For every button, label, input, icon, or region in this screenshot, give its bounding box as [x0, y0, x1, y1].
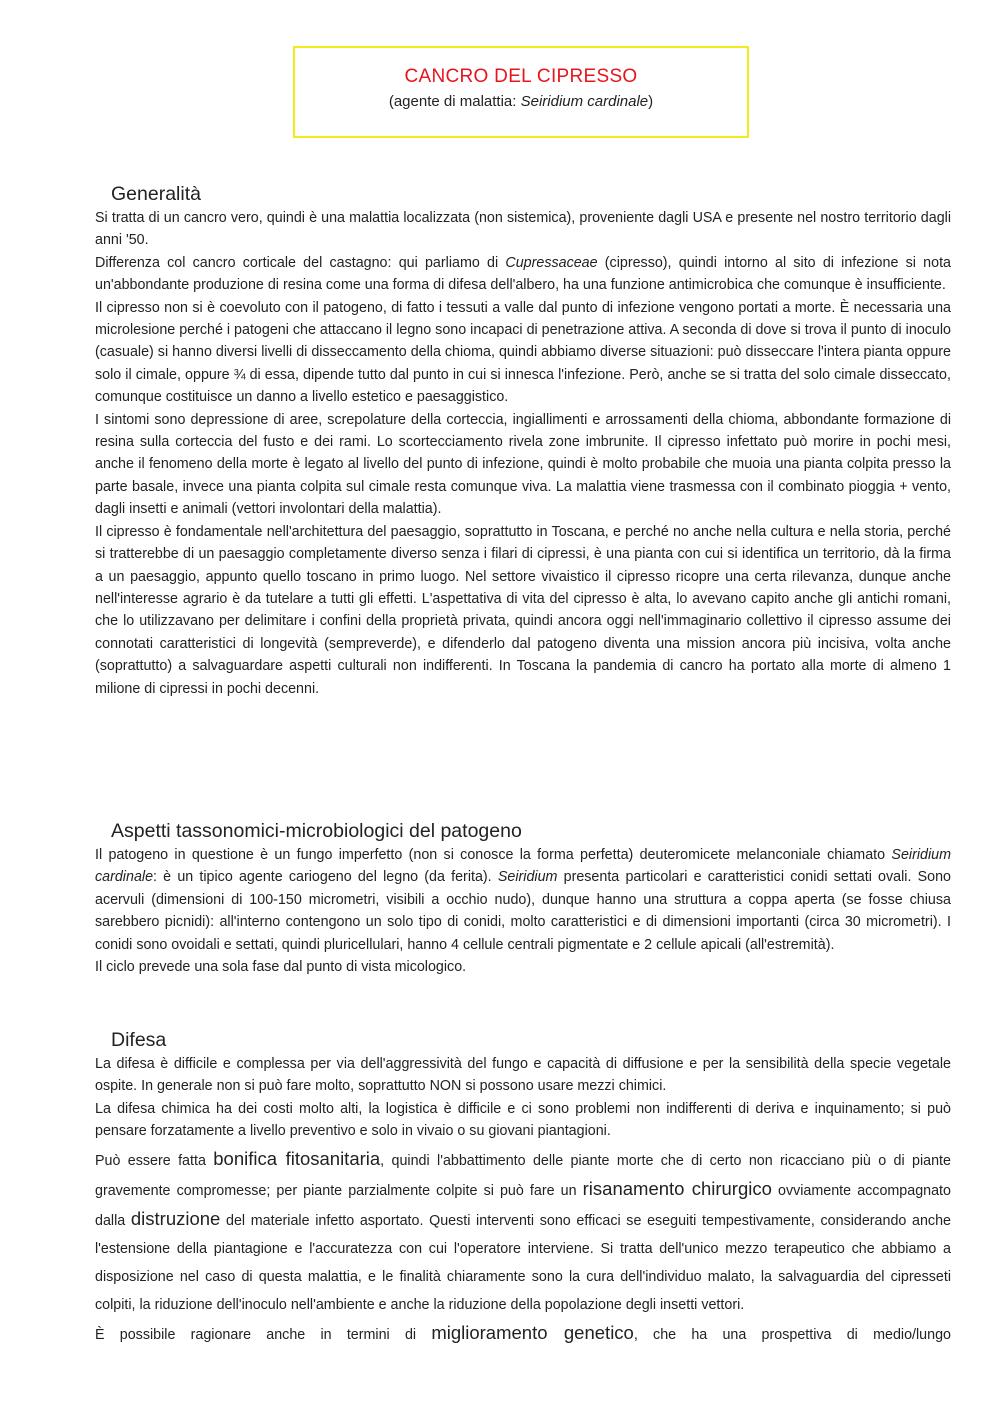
- text-run: ovviamente accompagnato dalla: [95, 1182, 951, 1229]
- paragraph: [95, 252, 951, 297]
- subtitle-pathogen-name: Seiridium cardinale: [520, 93, 649, 110]
- emphasis-term: miglioramento genetico: [431, 1321, 634, 1343]
- paragraph: [95, 1319, 951, 1349]
- section-difesa: [95, 1029, 951, 1349]
- subtitle-prefix: (agente di malattia:: [388, 93, 521, 110]
- text-run: del materiale infetto asportato. Questi interventi sono efficaci se eseguiti tempestivamente, considerando anche l'estensione della piantagione e l'accuratezza con cui l'operatore interviene. Si tratta dell'unico mezzo terapeutico che abbiamo a disposizione nel caso di questa malattia, e le finalità chiaramente sono la cura dell'individuo malato, la salvaguardia del cipresseti colpiti, la riduzione dell'inoculo nell'ambiente e anche la riduzione della popolazione degli insetti vettori.: [95, 1212, 951, 1313]
- paragraph: I sintomi sono depressione di aree, screpolature della corteccia, ingiallimenti e arrossamenti della chioma, abbondante formazione di resina sulla corteccia del fusto e dei rami. Lo scortecciamento rivela zone imbrunite. Il cipresso infettato può morire in pochi mesi, anche il fenomeno della morte è legato al livello del punto di infezione, quindi è molto probabile che muoia una pianta colpita presso la parte basale, invece una pianta colpita sul cimale resta comunque viva. La malattia viene trasmessa con il combinato pioggia + vento, dagli insetti e animali (vettori involontari della malattia).: [95, 411, 951, 518]
- text-run: (cipresso), quindi intorno al sito di infezione si nota un'abbondante produzione di resina come una forma di difesa dell'albero, ha una funzione antimicrobica che comunque è insufficiente.: [95, 254, 951, 294]
- paragraph: Il cipresso è fondamentale nell'architettura del paesaggio, soprattutto in Toscana, e perché no anche nella cultura e nella storia, perché si tratterebbe di un paesaggio completamente diverso senza i filari di cipressi, è una pianta con cui si identifica un territorio, dà la firma a un paesaggio, appunto quello toscano in primo luogo. Nel settore vivaistico il cipresso ricopre una certa rilevanza, dunque anche nell'interesse agrario è da tutelare a tutti gli effetti. L'aspettativa di vita del cipresso è alta, lo avevano capito anche gli antichi romani, che lo utilizzavano per delimitare i confini della proprietà privata, quindi ancora oggi nell'immaginario collettivo il cipresso assume dei connotati caratteristici di longevità (sempreverde), e difenderlo dal patogeno diventa una mission ancora più incisiva, volta anche (soprattutto) a salvaguardare aspetti culturali non indifferenti. In Toscana la pandemia di cancro ha portato alla morte di almeno 1 milione di cipressi in pochi decenni.: [95, 523, 951, 697]
- paragraph: [95, 844, 951, 956]
- text-run: , quindi l'abbattimento delle piante morte che di certo non ricacciano più o di piante gravemente compromesse; per piante parzialmente colpite si può fare un: [95, 1152, 951, 1199]
- text-run: È possibile ragionare anche in termini di: [95, 1326, 432, 1343]
- section-heading: Generalità: [111, 183, 201, 205]
- section-aspetti: [95, 820, 951, 978]
- section-generalita: [95, 183, 951, 700]
- text-run: presenta particolari e caratteristici conidi settati ovali. Sono acervuli (dimensioni di 100-150 micrometri, visibili a occhio nudo), dunque hanno una struttura a coppa aperta (se fosse chiusa sarebbero picnidi): all'interno contengono un solo tipo di conidi, molto caratteristici e di dimensioni importanti (circa 30 micrometri). I conidi sono ovoidali e settati, quindi pluricellulari, hanno 4 cellule centrali pigmentate e 2 cellule apicali (all'estremità).: [95, 869, 952, 953]
- paragraph: Si tratta di un cancro vero, quindi è una malattia localizzata (non sistemica), proveniente dagli USA e presente nel nostro territorio dagli anni '50.: [95, 210, 951, 249]
- italic-term: Seiridium cardinale: [95, 847, 951, 886]
- italic-term: Seiridium: [497, 869, 558, 886]
- section-heading: Aspetti tassonomici-microbiologici del patogeno: [111, 820, 522, 842]
- text-run: Può essere fatta: [95, 1152, 214, 1169]
- text-run: Differenza col cancro corticale del castagno: qui parliamo di: [95, 254, 506, 271]
- emphasis-term: bonifica fitosanitaria: [213, 1147, 381, 1169]
- document-subtitle: [295, 93, 747, 110]
- paragraph: Il ciclo prevede una sola fase dal punto di vista micologico.: [95, 959, 467, 976]
- emphasis-term: distruzione: [130, 1207, 221, 1229]
- text-run: : è un tipico agente cariogeno del legno (da ferita).: [153, 869, 498, 886]
- document-title: CANCRO DEL CIPRESSO: [404, 66, 638, 87]
- paragraph: [95, 1145, 951, 1319]
- italic-term: Cupressaceae: [505, 254, 598, 271]
- paragraph: Il cipresso non si è coevoluto con il patogeno, di fatto i tessuti a valle dal punto di infezione vengono portati a morte. È necessaria una microlesione perché i patogeni che attaccano il legno sono incapaci di penetrazione attiva. A seconda di dove si trova il punto di inoculo (casuale) si hanno diversi livelli di disseccamento della chioma, quindi abbiamo diverse situazioni: può disseccare l'intera pianta oppure solo il cimale, oppure ¾ di essa, dipende tutto dal punto in cui si innesca l'infezione. Però, anche se si tratta del solo cimale disseccato, comunque costituisce un danno a livello estetico e paesaggistico.: [95, 299, 951, 406]
- text-run: , che ha una prospettiva di medio/lungo: [633, 1326, 951, 1343]
- subtitle-suffix: ): [648, 93, 654, 110]
- section-heading: Difesa: [111, 1029, 167, 1051]
- emphasis-term: risanamento chirurgico: [582, 1177, 772, 1199]
- text-run: Il patogeno in questione è un fungo imperfetto (non si conosce la forma perfetta) deuteromicete melanconiale chiamato: [95, 847, 892, 863]
- title-box: [293, 46, 749, 138]
- paragraph: La difesa è difficile e complessa per via dell'aggressività del fungo e capacità di diffusione e per la sensibilità della specie vegetale ospite. In generale non si può fare molto, soprattutto NON si possono usare mezzi chimici.: [95, 1056, 951, 1095]
- paragraph: La difesa chimica ha dei costi molto alti, la logistica è difficile e ci sono problemi non indifferenti di deriva e inquinamento; si può pensare forzatamente a livello preventivo e solo in vivaio o su giovani piantagioni.: [95, 1100, 951, 1140]
